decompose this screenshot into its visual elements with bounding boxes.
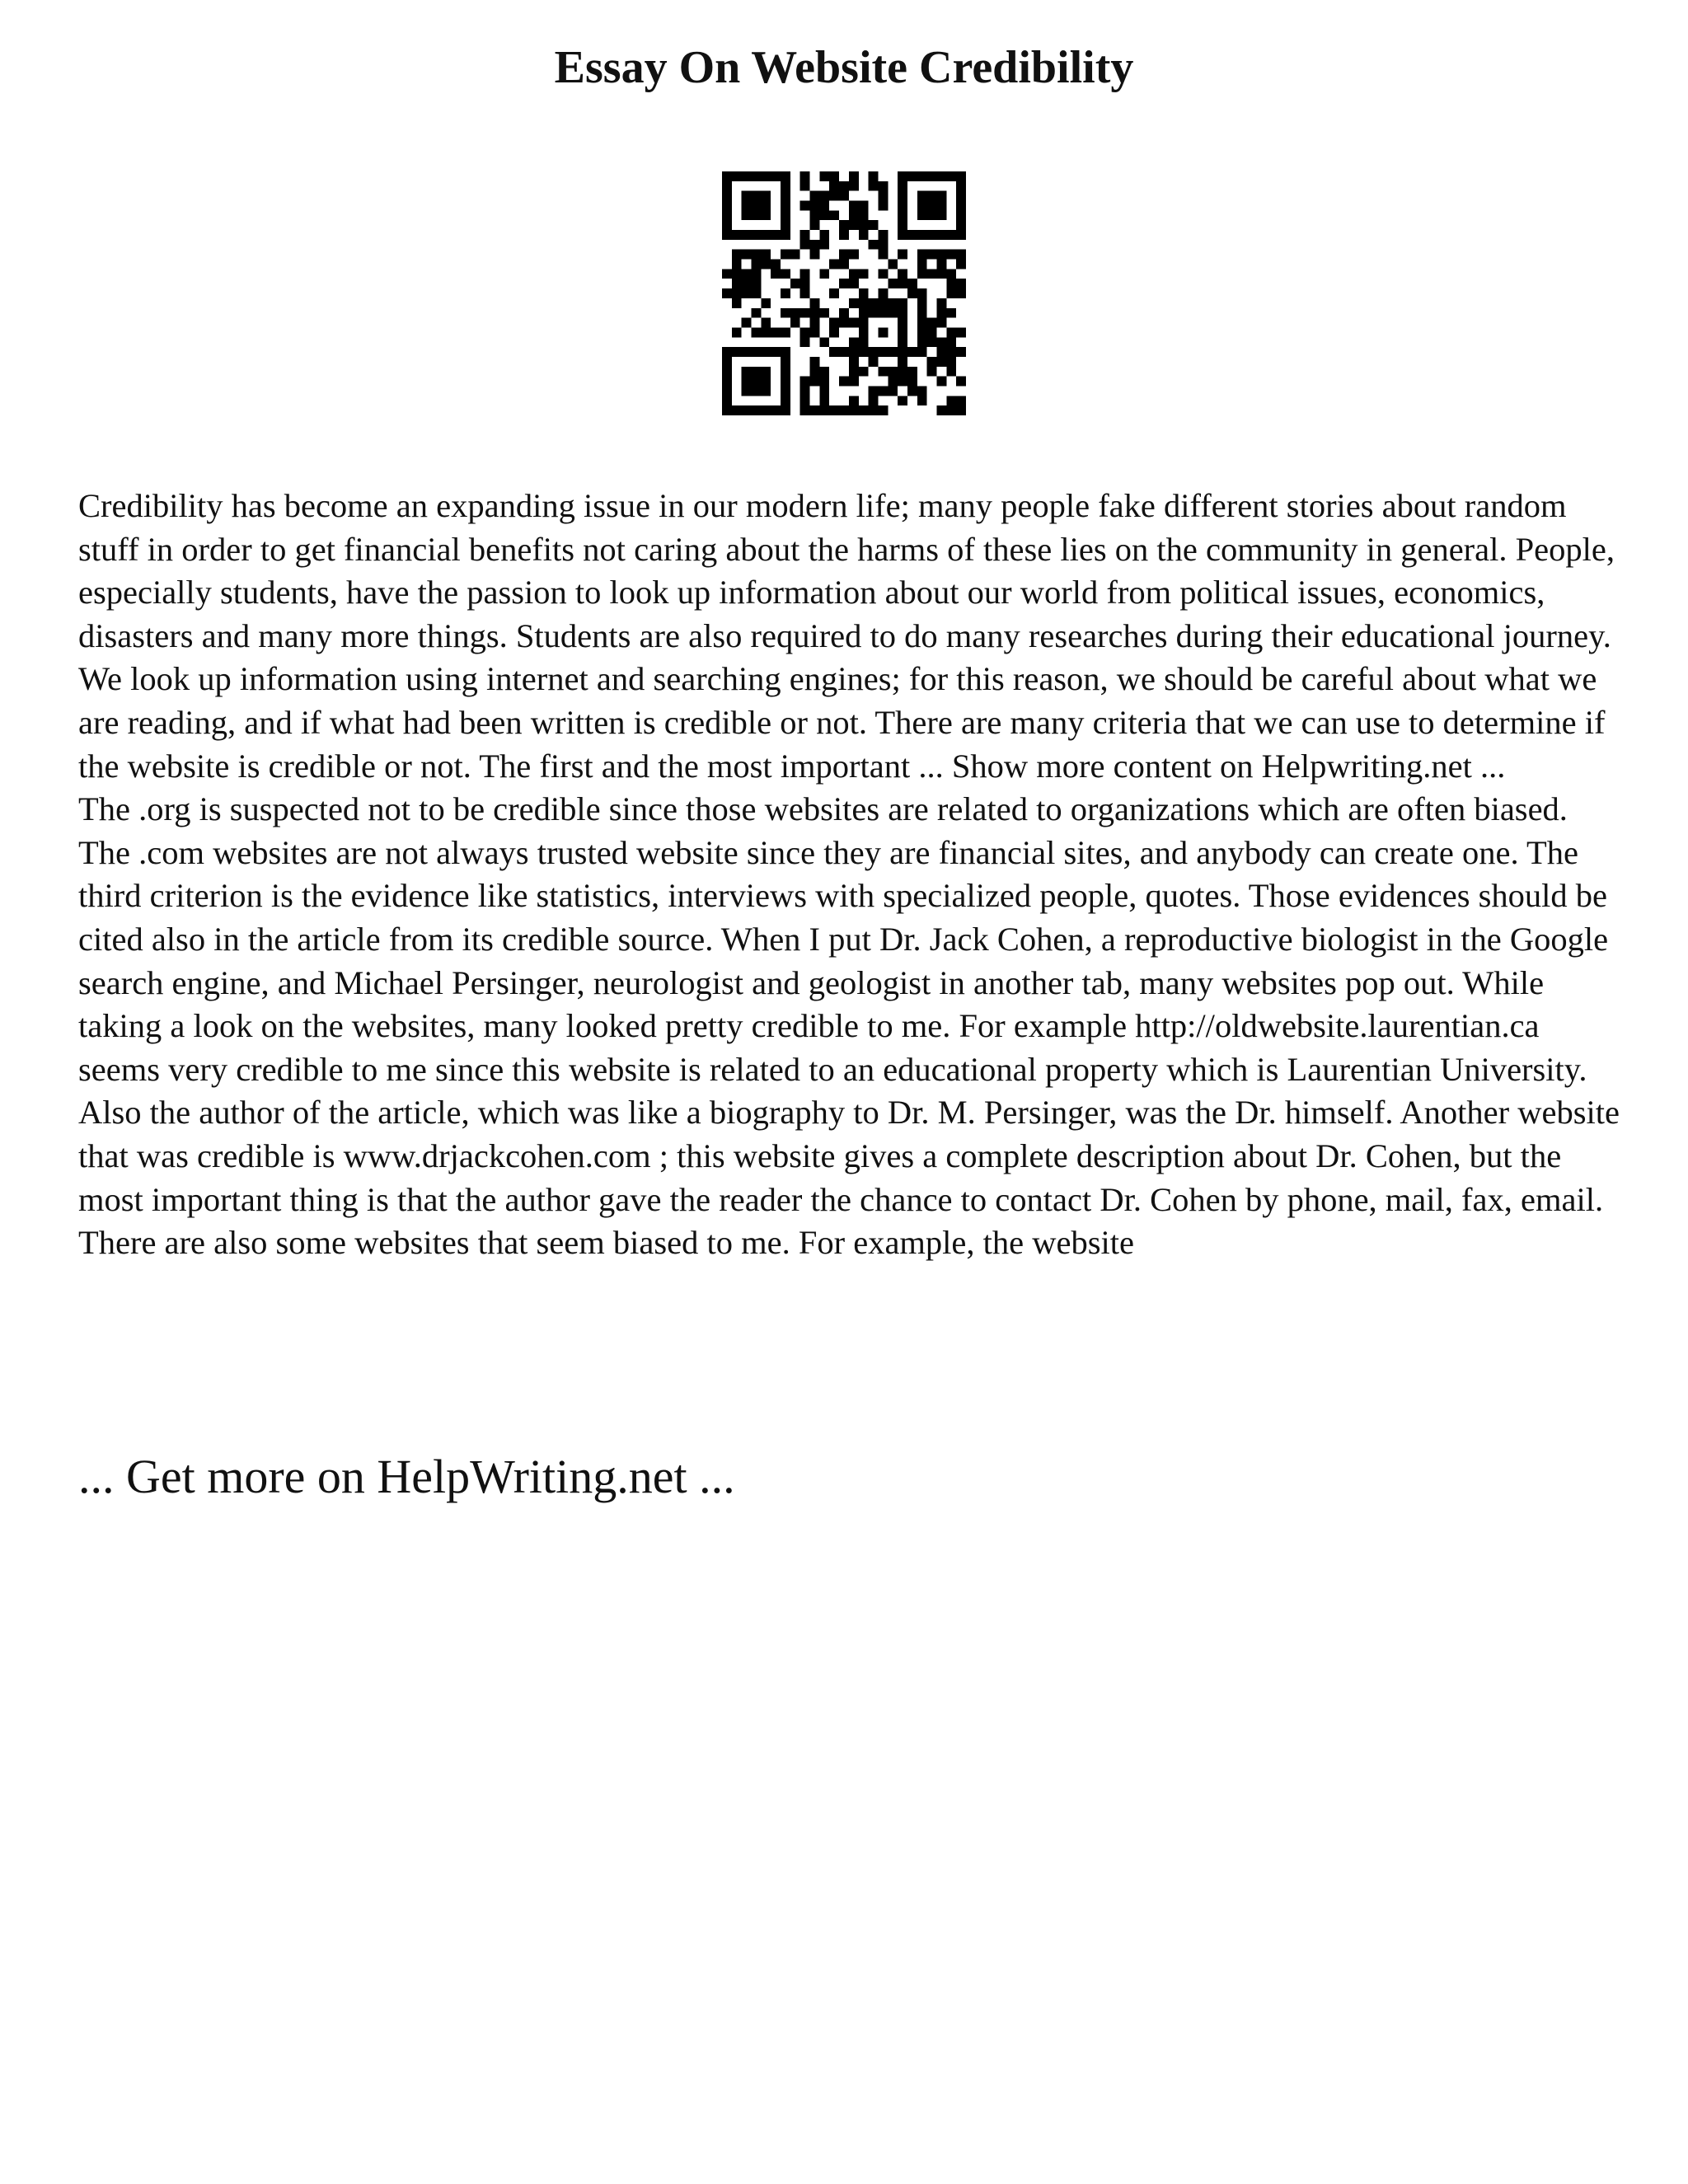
essay-paragraph: Credibility has become an expanding issue in our modern life; many people fake different stories about random stuff in order to get financial benefits not caring about the harms of these lies on the community in general. People, especially students, have the passion to look up information about our world from political issues, economics, disasters and many more things. Students are also required to do many researches during their educational journey. We look up information using internet and searching engines; for this reason, we should be careful about what we are reading, and if what had been written is credible or not. There are many criteria that we can use to determine if the website is credible or not. The first and the most important ... Show more content on Helpwriting.net ... <box>78 487 1615 785</box>
get-more-link[interactable]: ... Get more on HelpWriting.net ... <box>78 1450 735 1503</box>
essay-paragraph: The .org is suspected not to be credible since those websites are related to organizations which are often biased. The .com websites are not always trusted website since they are financial sites, and anybody can create one. The third criterion is the evidence like statistics, interviews with specialized people, quotes. Those evidences should be cited also in the article from its credible source. When I put Dr. Jack Cohen, a reproductive biologist in the Google search engine, and Michael Persinger, neurologist and geologist in another tab, many websites pop out. While taking a look on the websites, many looked pretty credible to me. For example http://oldwebsite.laurentian.ca seems very credible to me since this website is related to an educational property which is Laurentian University. Also the author of the article, which was like a biography to Dr. M. Persinger, was the Dr. himself. Another website that was credible is www.drjackcohen.com ; this website gives a complete description about Dr. Cohen, but the most important thing is that the author gave the reader the chance to contact Dr. Cohen by phone, mail, fax, email. There are also some websites that seem biased to me. For example, the website <box>78 790 1620 1262</box>
qr-code-icon <box>722 171 966 415</box>
essay-body <box>78 485 1624 1265</box>
page-title: Essay On Website Credibility <box>554 42 1134 93</box>
